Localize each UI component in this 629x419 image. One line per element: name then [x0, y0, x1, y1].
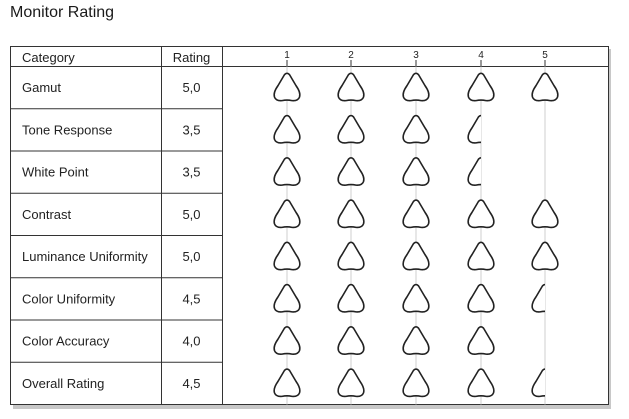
scale-label-2: 2 [348, 50, 354, 61]
rating-value: 4,5 [182, 291, 201, 307]
category-label: Color Accuracy [22, 333, 110, 349]
category-label: Gamut [22, 80, 62, 96]
rating-value: 4,5 [182, 375, 201, 391]
scale-label-1: 1 [284, 50, 290, 61]
rating-value: 3,5 [182, 164, 201, 180]
rating-value: 5,0 [182, 80, 201, 96]
category-label: Color Uniformity [22, 291, 116, 307]
rating-value: 5,0 [182, 249, 201, 265]
rating-value: 4,0 [182, 333, 201, 349]
category-label: White Point [22, 164, 89, 180]
scale-label-5: 5 [542, 50, 548, 61]
table-frame [11, 47, 609, 405]
category-label: Overall Rating [22, 375, 105, 391]
category-label: Luminance Uniformity [22, 249, 148, 265]
category-label: Tone Response [22, 122, 113, 138]
page-title: Monitor Rating [10, 4, 115, 21]
scale-label-3: 3 [413, 50, 419, 61]
header-category: Category [22, 50, 75, 65]
rating-value: 5,0 [182, 206, 201, 222]
scale-label-4: 4 [478, 50, 484, 61]
header-rating: Rating [172, 50, 211, 65]
rating-value: 3,5 [182, 122, 201, 138]
category-label: Contrast [22, 206, 72, 222]
